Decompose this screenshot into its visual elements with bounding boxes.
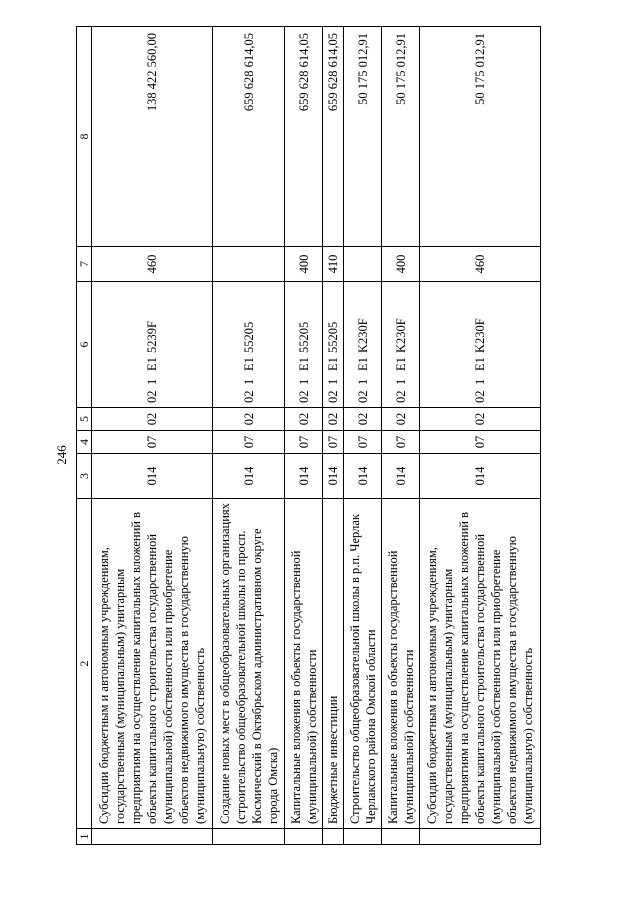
code-part: 02: [241, 390, 256, 403]
table-row: [420, 27, 541, 845]
code-part: 1: [241, 378, 256, 385]
page-number: [48, 440, 76, 470]
cell-col-3: 014: [213, 454, 285, 499]
cell-col-3: 014: [420, 454, 541, 499]
rotated-table-container: [76, 27, 608, 845]
cell-col-7: 410: [323, 247, 344, 282]
header-col-7: 7: [77, 247, 92, 282]
cell-col-5: 02: [285, 408, 323, 431]
cell-col-4: 07: [344, 431, 382, 454]
cell-description: Капитальные вложения в объекты государственной (муниципальной) собственности: [382, 499, 420, 829]
header-col-2: 2: [77, 499, 92, 829]
cell-col-6: [382, 282, 420, 408]
code-part: E1: [355, 357, 370, 371]
cell-col-1: [344, 829, 382, 845]
code-part: 1: [393, 378, 408, 385]
cell-col-1: [323, 829, 344, 845]
code-part: 02: [355, 390, 370, 403]
table-row: [213, 27, 285, 845]
code-part: K230F: [473, 318, 487, 353]
code-part: E1: [326, 357, 340, 371]
code-part: 55205: [241, 321, 256, 353]
cell-col-4: 07: [420, 431, 541, 454]
cell-description: Создание новых мест в общеобразовательных организациях (строительство общеобразовательной школы по просп. Космический в Октябрьском административном округе города Омска): [213, 499, 285, 829]
header-col-1: 1: [77, 829, 92, 845]
cell-col-5: 02: [92, 408, 213, 431]
cell-amount: 50 175 012,91: [382, 27, 420, 247]
cell-col-4: 07: [213, 431, 285, 454]
cell-col-5: 02: [344, 408, 382, 431]
table-row: [285, 27, 323, 845]
header-col-8: 8: [77, 27, 92, 247]
cell-col-7: 460: [92, 247, 213, 282]
cell-col-3: 014: [92, 454, 213, 499]
cell-col-6: [285, 282, 323, 408]
cell-col-1: [382, 829, 420, 845]
cell-amount: 659 628 614,05: [323, 27, 344, 247]
table-row: [92, 27, 213, 845]
cell-description: Бюджетные инвестиции: [323, 499, 344, 829]
code-part: 5239F: [145, 321, 159, 353]
code-part: E1: [145, 357, 159, 371]
cell-col-6: [420, 282, 541, 408]
cell-col-3: 014: [382, 454, 420, 499]
cell-col-4: 07: [323, 431, 344, 454]
cell-col-6: [92, 282, 213, 408]
cell-col-6: [323, 282, 344, 408]
cell-col-1: [92, 829, 213, 845]
code-part: E1: [296, 357, 311, 371]
cell-col-7: [213, 247, 285, 282]
cell-col-1: [213, 829, 285, 845]
cell-col-3: 014: [344, 454, 382, 499]
cell-amount: 50 175 012,91: [344, 27, 382, 247]
header-col-4: 4: [77, 431, 92, 454]
code-part: 1: [473, 378, 487, 385]
cell-description: Субсидии бюджетным и автономным учреждениям, государственным (муниципальным) унитарным предприятиям на осуществление капитальных вложений в объекты капитального строительства государственной (муниципальной) собственности или приобретение объектов недвижимого имущества в государственную (муниципальную) собственность: [420, 499, 541, 829]
page-number-text: 246: [54, 445, 69, 465]
code-part: E1: [473, 357, 487, 371]
cell-amount: 138 422 560,00: [92, 27, 213, 247]
code-part: 1: [355, 378, 370, 385]
cell-col-6: [344, 282, 382, 408]
cell-col-3: 014: [323, 454, 344, 499]
code-part: 55205: [326, 321, 340, 353]
cell-description: Строительство общеобразовательной школы в р.п. Черлак Черлакского района Омской области: [344, 499, 382, 829]
cell-amount: 50 175 012,91: [420, 27, 541, 247]
cell-col-7: 400: [285, 247, 323, 282]
code-part: 02: [145, 390, 159, 403]
budget-table: [76, 26, 541, 845]
code-part: 1: [296, 378, 311, 385]
code-part: 1: [145, 378, 159, 385]
cell-col-7: [344, 247, 382, 282]
code-part: E1: [241, 357, 256, 371]
cell-col-4: 07: [382, 431, 420, 454]
cell-col-3: 014: [285, 454, 323, 499]
table-row: [323, 27, 344, 845]
code-part: 02: [393, 390, 408, 403]
table-row: [344, 27, 382, 845]
cell-description: Субсидии бюджетным и автономным учреждениям, государственным (муниципальным) унитарным предприятиям на осуществление капитальных вложений в объекты капитального строительства государственной (муниципальной) собственности или приобретение объектов недвижимого имущества в государственную (муниципальную) собственность: [92, 499, 213, 829]
cell-col-7: 400: [382, 247, 420, 282]
code-part: 55205: [296, 321, 311, 353]
cell-col-4: 07: [92, 431, 213, 454]
cell-description: Капитальные вложения в объекты государственной (муниципальной) собственности: [285, 499, 323, 829]
cell-col-1: [420, 829, 541, 845]
cell-col-5: 02: [420, 408, 541, 431]
code-part: 02: [296, 390, 311, 403]
header-col-3: 3: [77, 454, 92, 499]
cell-col-5: 02: [213, 408, 285, 431]
cell-col-1: [285, 829, 323, 845]
cell-col-7: 460: [420, 247, 541, 282]
cell-amount: 659 628 614,05: [285, 27, 323, 247]
code-part: K230F: [393, 318, 408, 353]
table-row: [382, 27, 420, 845]
cell-col-5: 02: [382, 408, 420, 431]
cell-col-4: 07: [285, 431, 323, 454]
code-part: K230F: [355, 318, 370, 353]
code-part: 02: [473, 390, 487, 403]
code-part: 02: [326, 390, 340, 403]
cell-amount: 659 628 614,05: [213, 27, 285, 247]
code-part: 1: [326, 378, 340, 385]
cell-col-5: 02: [323, 408, 344, 431]
header-row: [77, 27, 92, 845]
cell-col-6: [213, 282, 285, 408]
header-col-6: 6: [77, 282, 92, 408]
code-part: E1: [393, 357, 408, 371]
header-col-5: 5: [77, 408, 92, 431]
